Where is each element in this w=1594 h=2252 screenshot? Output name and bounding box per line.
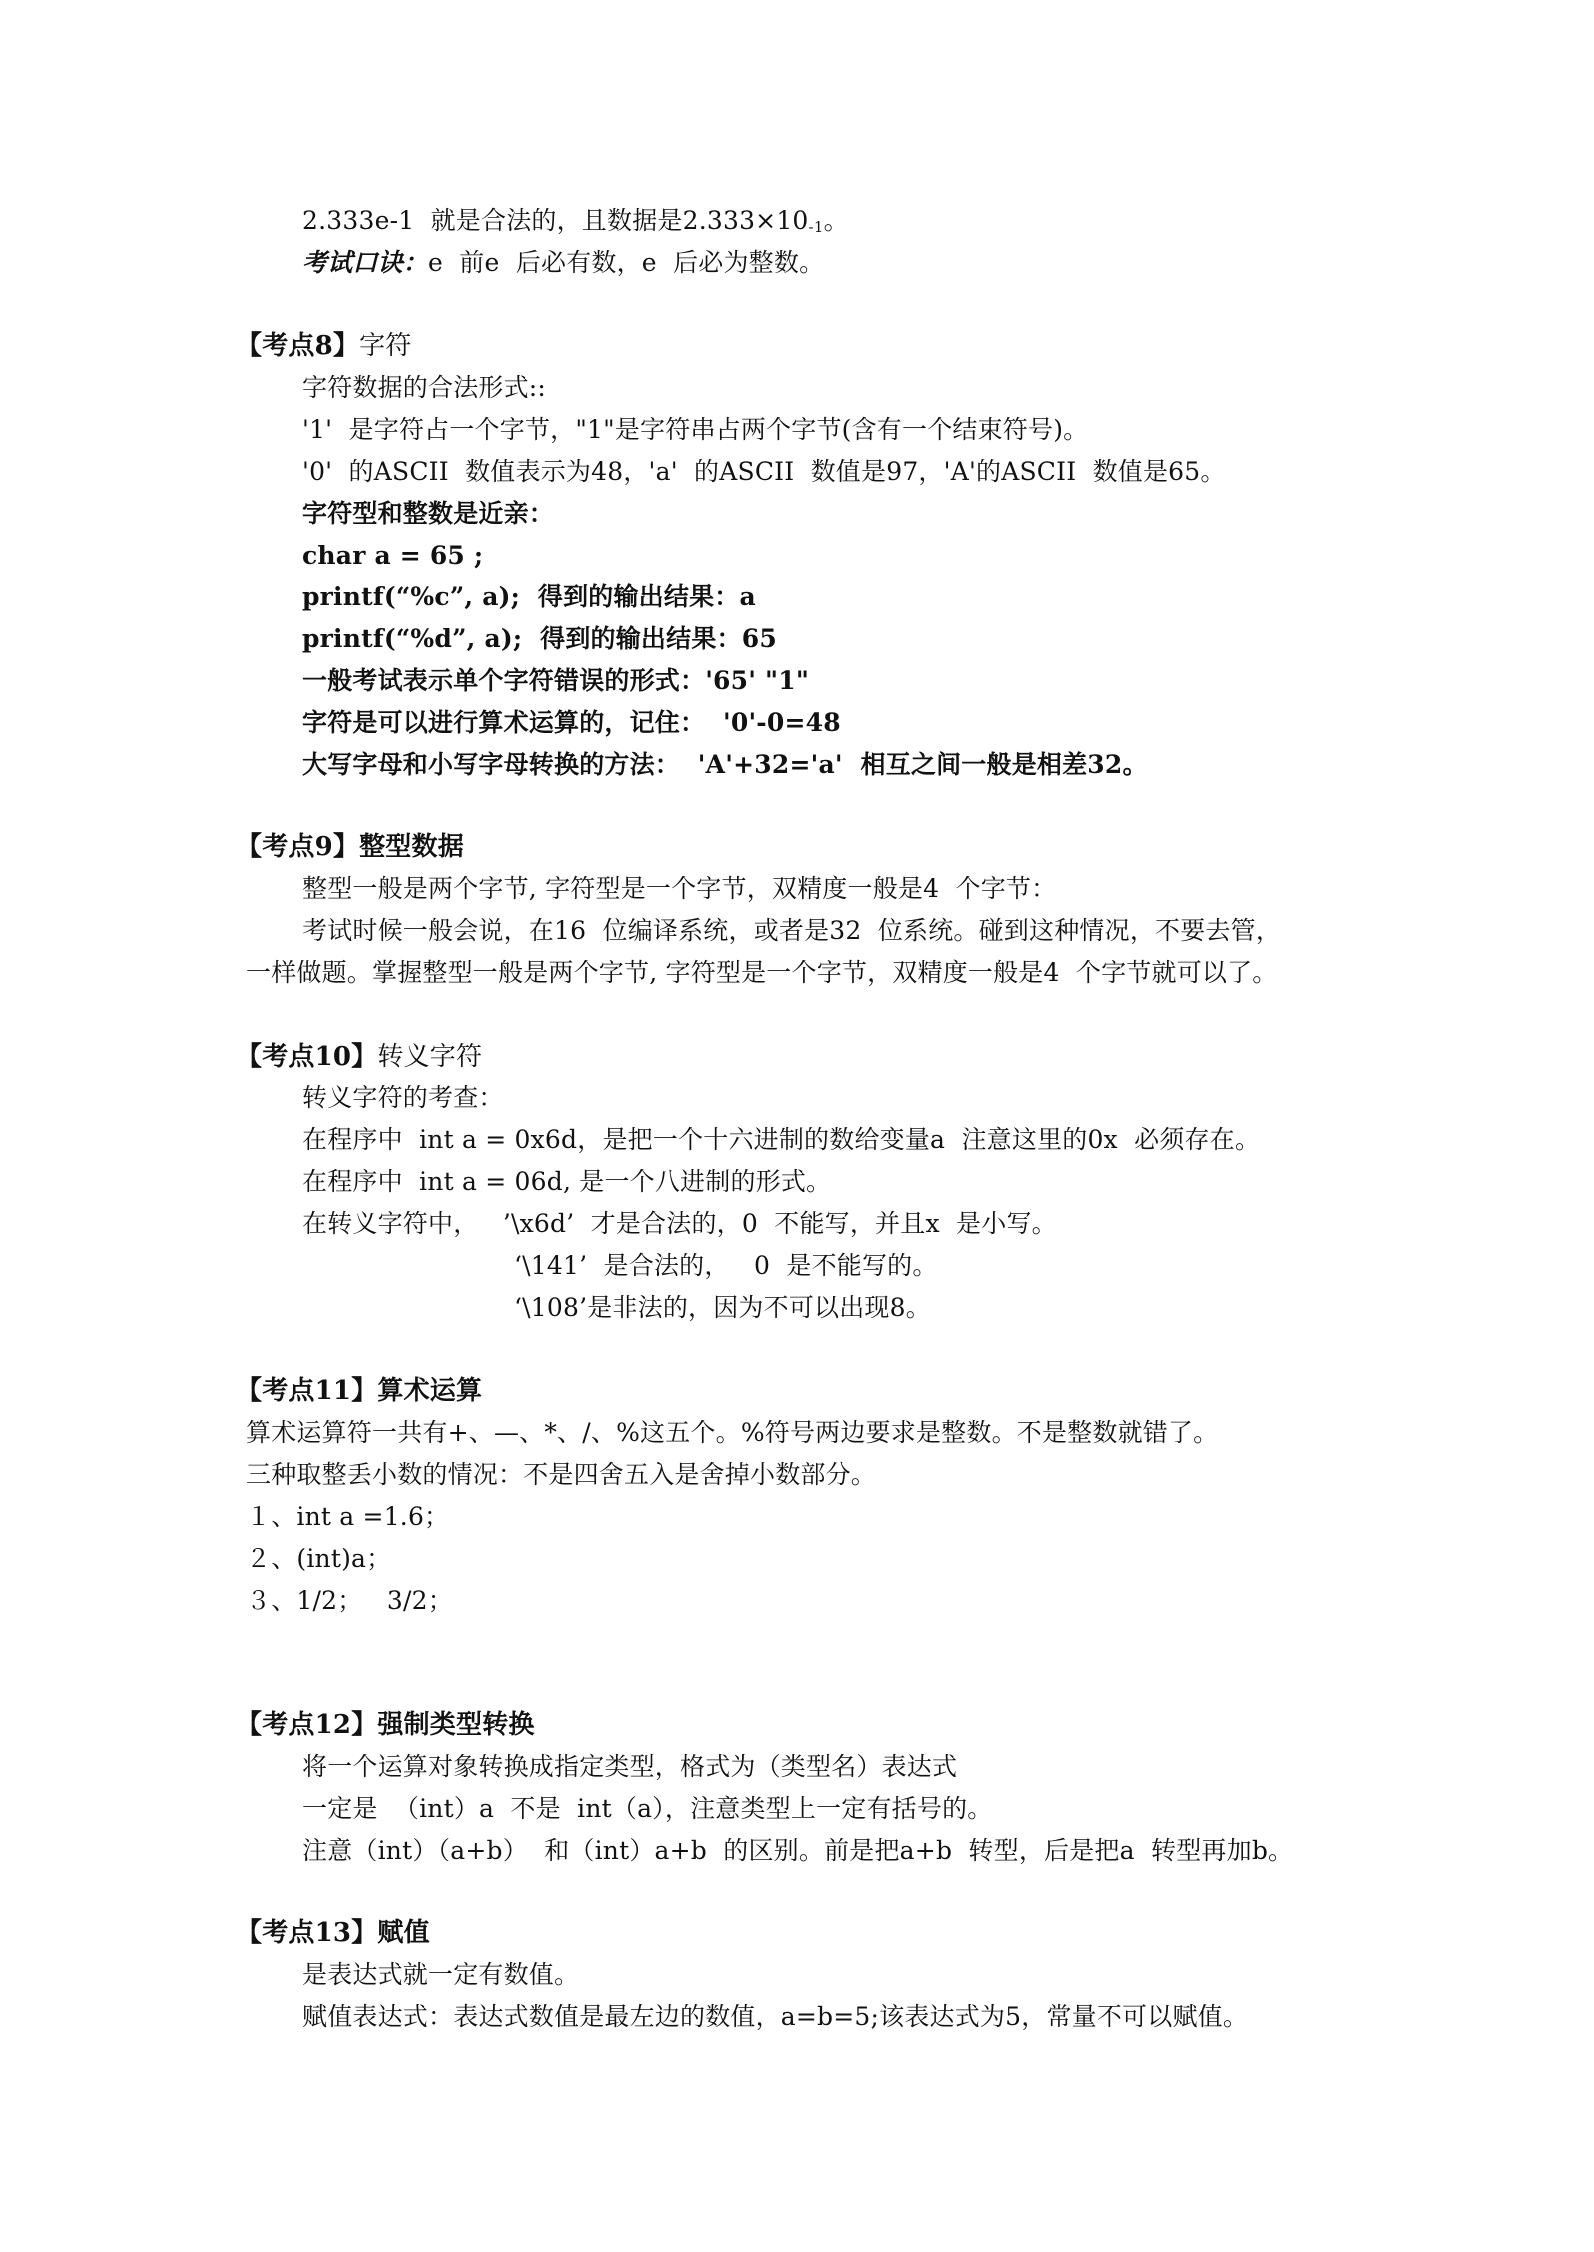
section-12-line-3: 注意（int）（a+b） 和（int）a+b 的区别。前是把a+b 转型，后是把a 转型再加b。 xyxy=(302,1836,1294,1865)
section-8-code-line: char a = 65 ; xyxy=(302,541,484,570)
section-9-line-1: 整型一般是两个字节, 字符型是一个字节，双精度一般是4 个字节： xyxy=(302,874,1057,903)
section-9-line-3: 一样做题。掌握整型一般是两个字节, 字符型是一个字节，双精度一般是4 个字节就可以了。 xyxy=(246,958,1278,987)
exam-mnemonic-line xyxy=(302,250,824,275)
section-8-printf-d: printf(“%d”, a); 得到的输出结果：65 xyxy=(302,624,777,653)
section-8-line-1: 字符数据的合法形式:: xyxy=(302,373,547,402)
section-11-heading xyxy=(236,1378,482,1404)
section-8-title: 字符 xyxy=(359,331,412,361)
exponent-example-line xyxy=(302,208,849,235)
section-10-line-1: 转义字符的考查： xyxy=(302,1083,504,1112)
section-12-heading xyxy=(236,1712,535,1738)
section-13-heading xyxy=(236,1920,430,1946)
exponent-example-text: 2.333e-1 就是合法的，且数据是2.333×10 xyxy=(302,206,809,235)
exponent-superscript: -1 xyxy=(808,218,824,236)
section-8-printf-c: printf(“%c”, a); 得到的输出结果：a xyxy=(302,582,756,611)
section-13-label: 【考点13】 xyxy=(236,1918,378,1948)
section-10-line-3: 在程序中 int a = 06d, 是一个八进制的形式。 xyxy=(302,1167,832,1196)
section-8-line-3: '0' 的ASCII 数值表示为48，'a' 的ASCII 数值是97，'A'的ASCII 数值是65。 xyxy=(302,457,1226,486)
section-13-line-1: 是表达式就一定有数值。 xyxy=(302,1960,580,1989)
section-13-line-2: 赋值表达式：表达式数值是最左边的数值，a=b=5;该表达式为5，常量不可以赋值。 xyxy=(302,2002,1249,2031)
section-13-title: 赋值 xyxy=(377,1918,430,1948)
section-8-line-10: 大写字母和小写字母转换的方法： 'A'+32='a' 相互之间一般是相差32。 xyxy=(302,750,1148,779)
section-11-list-item-1: １、int a =1.6； xyxy=(246,1502,450,1531)
section-12-line-1: 将一个运算对象转换成指定类型，格式为（类型名）表达式 xyxy=(302,1752,958,1781)
section-8-label: 【考点8】 xyxy=(236,331,360,361)
section-10-title: 转义字符 xyxy=(377,1042,483,1072)
section-8-line-4: 字符型和整数是近亲： xyxy=(302,499,555,528)
section-12-line-2: 一定是 （int）a 不是 int（a），注意类型上一定有括号的。 xyxy=(302,1794,993,1823)
section-8-heading xyxy=(236,333,412,359)
section-9-line-2: 考试时候一般会说，在16 位编译系统，或者是32 位系统。碰到这种情况，不要去管， xyxy=(302,916,1282,945)
exponent-example-end: 。 xyxy=(823,206,849,235)
exam-mnemonic-text: e 前e 后必有数，e 后必为整数。 xyxy=(428,248,825,277)
section-11-title: 算术运算 xyxy=(377,1376,483,1406)
section-10-line-2: 在程序中 int a = 0x6d，是把一个十六进制的数给变量a 注意这里的0x 必须存在。 xyxy=(302,1125,1261,1154)
section-11-line-1: 算术运算符一共有+、—、*、/、%这五个。%符号两边要求是整数。不是整数就错了。 xyxy=(246,1418,1219,1447)
section-11-list-item-2: ２、(int)a； xyxy=(246,1544,392,1573)
section-11-list-item-3: ３、1/2； 3/2； xyxy=(246,1586,453,1615)
section-9-label: 【考点9】 xyxy=(236,832,360,862)
section-11-label: 【考点11】 xyxy=(236,1376,378,1406)
section-10-heading xyxy=(236,1044,482,1070)
section-10-line-6: ‘\108’是非法的，因为不可以出现8。 xyxy=(514,1293,931,1322)
section-9-heading xyxy=(236,834,464,860)
section-10-line-5: ‘\141’ 是合法的， 0 是不能写的。 xyxy=(514,1251,938,1280)
section-12-label: 【考点12】 xyxy=(236,1710,378,1740)
section-9-title: 整型数据 xyxy=(359,832,464,862)
section-10-line-4: 在转义字符中， ’\x6d’ 才是合法的，0 不能写，并且x 是小写。 xyxy=(302,1209,1057,1238)
section-10-label: 【考点10】 xyxy=(236,1042,378,1072)
exam-mnemonic-label: 考试口诀： xyxy=(302,248,429,277)
section-8-line-8: 一般考试表示单个字符错误的形式：'65' "1" xyxy=(302,666,810,695)
section-8-line-9: 字符是可以进行算术运算的，记住： '0'-0=48 xyxy=(302,708,841,737)
section-12-title: 强制类型转换 xyxy=(377,1710,535,1740)
section-8-line-2: '1' 是字符占一个字节，"1"是字符串占两个字节(含有一个结束符号)。 xyxy=(302,415,1089,444)
section-11-line-2: 三种取整丢小数的情况：不是四舍五入是舍掉小数部分。 xyxy=(246,1460,877,1489)
